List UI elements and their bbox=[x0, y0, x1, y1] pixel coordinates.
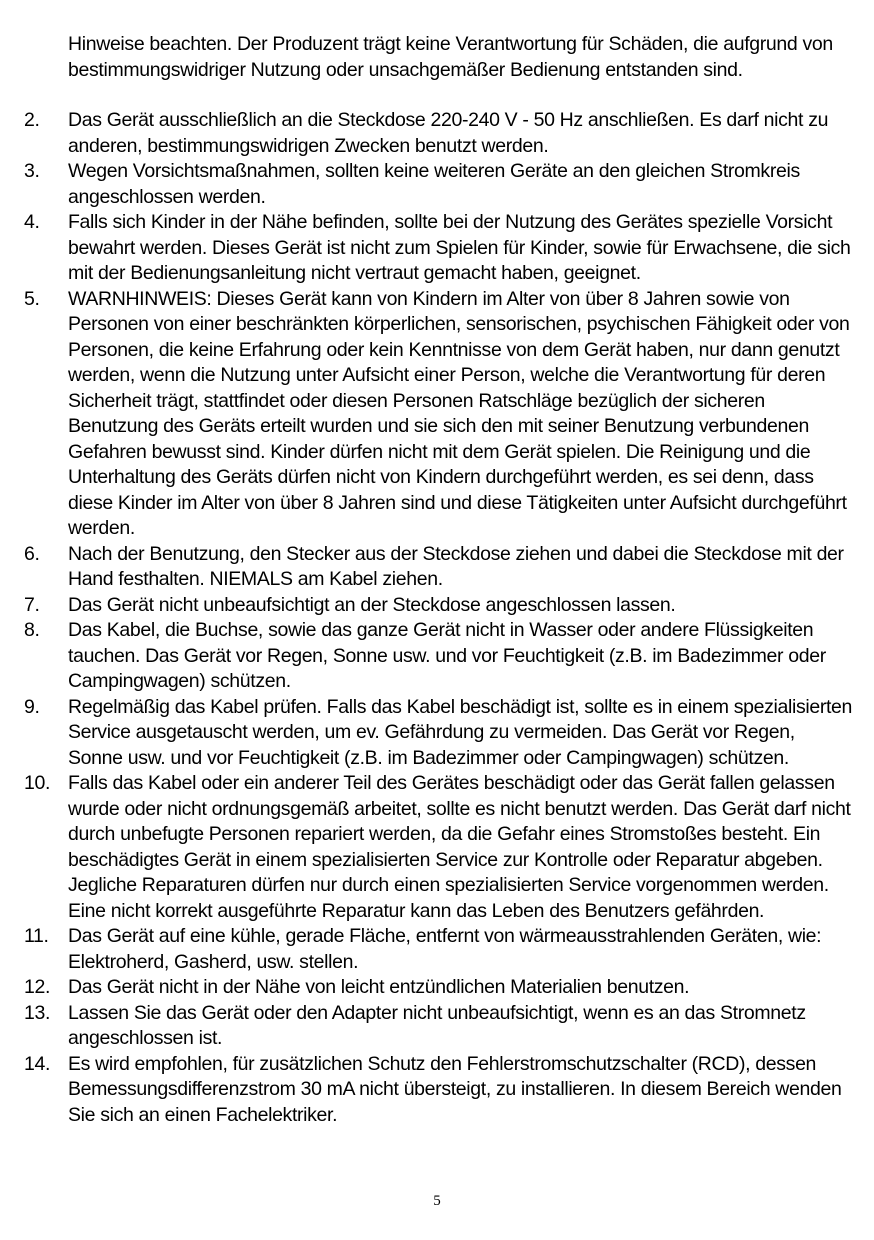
item-number: 2. bbox=[24, 109, 40, 131]
item-text: Das Gerät ausschließlich an die Steckdose 220-240 V - 50 Hz anschließen. Es darf nicht zu anderen, bestimmungswidrigen Zwecken benutzt werden. bbox=[68, 109, 829, 157]
item-text: Das Gerät auf eine kühle, gerade Fläche, entfernt von wärmeausstrahlenden Geräten, wie: Elektroherd, Gasherd, usw. stellen. bbox=[68, 925, 822, 973]
item-number: 5. bbox=[24, 287, 40, 310]
list-item bbox=[24, 618, 854, 695]
item-number: 14. bbox=[24, 1052, 51, 1075]
item-text: Falls das Kabel oder ein anderer Teil des Gerätes beschädigt oder das Gerät fallen gelassen wurde oder nicht ordnungsgemäß arbeitet, sollte es nicht benutzt werden. Das Gerät darf nicht durch unbefugte Personen repariert werden, da die Gefahr eines Stromstoßes besteht. Ein beschädigtes Gerät in einem spezialisierten Service zur Kontrolle oder Reparatur abgeben. Jegliche Reparaturen dürfen nur durch einen spezialisierten Service vorgenommen werden. Eine nicht korrekt ausgeführte Reparatur kann das Leben des Benutzers gefährden. bbox=[68, 772, 851, 922]
item-number: 11. bbox=[24, 925, 49, 947]
item-text: Nach der Benutzung, den Stecker aus der Steckdose ziehen und dabei die Steckdose mit der Hand festhalten. NIEMALS am Kabel ziehen. bbox=[68, 542, 844, 590]
list-item bbox=[24, 542, 854, 593]
item-text: Wegen Vorsichtsmaßnahmen, sollten keine weiteren Geräte an den gleichen Stromkreis angeschlossen werden. bbox=[68, 160, 800, 208]
list-item bbox=[24, 1052, 854, 1129]
item-text: WARNHINWEIS: Dieses Gerät kann von Kindern im Alter von über 8 Jahren sowie von Personen von einer beschränkten körperlichen, sensorischen, psychischen Fähigkeit oder von Personen, die keine Erfahrung oder kein Kenntnisse von dem Gerät haben, nur dann genutzt werden, wenn die Nutzung unter Aufsicht einer Person, welche die Verantwortung für deren Sicherheit trägt, stattfindet oder diesen Personen Ratschläge bezüglich der sicheren Benutzung des Geräts erteilt wurden und sie sich den mit seiner Benutzung verbundenen Gefahren bewusst sind. Kinder dürfen nicht mit dem Gerät spielen. Die Reinigung und die Unterhaltung des Geräts dürfen nicht von Kindern durchgeführt werden, es sei denn, dass diese Kinder im Alter von über 8 Jahren sind und diese Tätigkeiten unter Aufsicht durchgeführt werden. bbox=[68, 287, 850, 539]
item-number: 7. bbox=[24, 593, 40, 616]
item-text: Lassen Sie das Gerät oder den Adapter nicht unbeaufsichtigt, wenn es an das Stromnetz angeschlossen ist. bbox=[68, 1001, 806, 1049]
list-item bbox=[24, 975, 854, 1001]
lead-paragraph: Hinweise beachten. Der Produzent trägt keine Verantwortung für Schäden, die aufgrund von bestimmungswidriger Nutzung oder unsachgemäßer Bedienung entstanden sind. bbox=[68, 33, 833, 81]
item-number: 4. bbox=[24, 211, 40, 233]
safety-instructions-list bbox=[24, 108, 854, 1128]
item-text: Falls sich Kinder in der Nähe befinden, sollte bei der Nutzung des Gerätes spezielle Vorsicht bewahrt werden. Dieses Gerät ist nicht zum Spielen für Kinder, sowie für Erwachsene, die sich mit der Bedienungsanleitung nicht vertraut gemacht haben, geeignet. bbox=[68, 211, 851, 284]
item-number: 10. bbox=[24, 772, 51, 794]
list-item bbox=[24, 771, 854, 924]
item-number: 3. bbox=[24, 160, 40, 182]
list-item bbox=[24, 1001, 854, 1052]
list-item bbox=[24, 593, 854, 619]
item-number: 12. bbox=[24, 976, 51, 998]
item-text: Das Gerät nicht in der Nähe von leicht entzündlichen Materialien benutzen. bbox=[68, 976, 690, 998]
item-text: Es wird empfohlen, für zusätzlichen Schutz den Fehlerstromschutzschalter (RCD), dessen Bemessungsdifferenzstrom 30 mA nicht übersteigt, zu installieren. In diesem Bereich wenden Sie sich an einen Fachelektriker. bbox=[68, 1052, 842, 1126]
item-text: Das Kabel, die Buchse, sowie das ganze Gerät nicht in Wasser oder andere Flüssigkeiten tauchen. Das Gerät vor Regen, Sonne usw. und vor Feuchtigkeit (z.B. im Badezimmer oder Campingwagen) schützen. bbox=[68, 619, 826, 692]
item-number: 6. bbox=[24, 542, 40, 565]
list-item bbox=[24, 108, 854, 159]
item-text: Regelmäßig das Kabel prüfen. Falls das Kabel beschädigt ist, sollte es in einem spezialisierten Service ausgetauscht werden, um ev. Gefährdung zu vermeiden. Das Gerät vor Regen, Sonne usw. und vor Feuchtigkeit (z.B. im Badezimmer oder Campingwagen) schützen. bbox=[68, 695, 853, 769]
item-text: Das Gerät nicht unbeaufsichtigt an der Steckdose angeschlossen lassen. bbox=[68, 593, 676, 616]
item-number: 8. bbox=[24, 619, 40, 641]
list-item bbox=[24, 159, 854, 210]
list-item bbox=[24, 695, 854, 772]
list-item bbox=[24, 924, 854, 975]
list-item bbox=[24, 210, 854, 287]
list-item bbox=[24, 287, 854, 542]
item-number: 13. bbox=[24, 1001, 51, 1024]
page-number: 5 bbox=[433, 1193, 441, 1209]
item-number: 9. bbox=[24, 695, 40, 718]
